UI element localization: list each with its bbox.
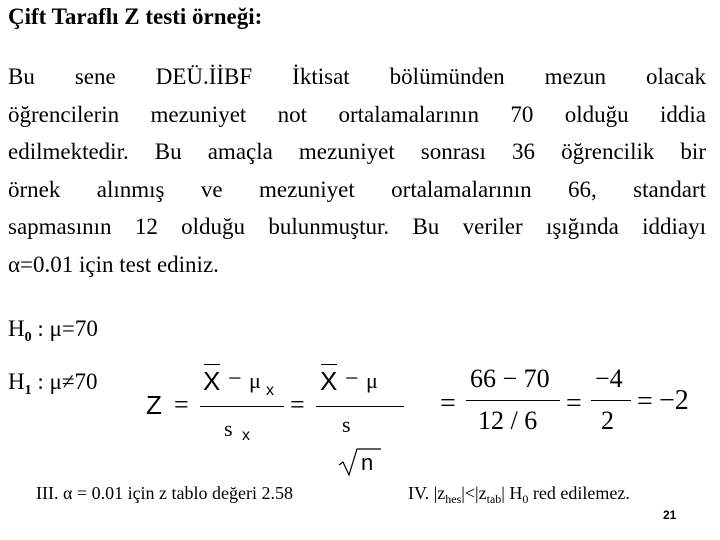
- fraction-bar: [466, 400, 560, 401]
- paragraph-line: sapmasının 12 olduğu bulunmuştur. Bu veriler ışığında iddiayı: [8, 214, 706, 239]
- null-hypothesis: [8, 316, 98, 346]
- step-four-text: [408, 483, 630, 507]
- formula-numerator-1: 66 − 70: [470, 364, 550, 393]
- formula-z: Z: [146, 390, 162, 420]
- formula-s: s: [342, 412, 351, 437]
- step-three-text: III. α = 0.01 için z tablo değeri 2.58: [36, 483, 294, 503]
- formula-s-subscript: x: [242, 427, 250, 444]
- h0-subscript: 0: [24, 330, 32, 345]
- formula-equals: =: [440, 388, 456, 419]
- formula-mu: μ: [249, 368, 261, 393]
- xbar-overline: [204, 364, 220, 365]
- h1-subscript: 1: [24, 383, 32, 398]
- paragraph-line: Bu sene DEÜ.İİBF İktisat bölümünden mezun olacak: [8, 64, 706, 89]
- formula-s: s: [224, 416, 233, 441]
- formula-minus: −: [345, 366, 359, 392]
- step4-part: |<|z: [461, 483, 487, 503]
- formula-equals: =: [566, 388, 582, 419]
- h1-label: H: [8, 369, 25, 394]
- page-number: 21: [663, 508, 677, 522]
- slide-title: Çift Taraflı Z testi örneği:: [8, 4, 263, 29]
- fraction-bar: [316, 406, 404, 407]
- formula-denominator-1: 12 / 6: [478, 406, 538, 435]
- paragraph-line: örnek alınmış ve mezuniyet ortalamalarının 66, standart: [8, 176, 706, 202]
- fraction-bar: [591, 400, 631, 401]
- h0-statement: : μ=70: [31, 316, 98, 341]
- step4-part: red edilemez.: [528, 483, 630, 503]
- formula-equals: =: [174, 390, 189, 419]
- xbar-overline: [321, 364, 337, 365]
- formula-n: n: [361, 450, 374, 475]
- paragraph-line: α=0.01 için test ediniz.: [8, 251, 219, 277]
- step4-part: | H: [501, 483, 523, 503]
- formula-mu: μ: [366, 368, 378, 393]
- h0-label: H: [8, 316, 25, 341]
- paragraph-line: öğrencilerin mezuniyet not ortalamalarının 70 olduğu iddia: [8, 101, 706, 127]
- formula-equals: =: [637, 386, 653, 417]
- sqrt-icon: [338, 448, 382, 478]
- paragraph-line: edilmektedir. Bu amaçla mezuniyet sonrası 36 öğrencilik bir: [8, 139, 706, 164]
- fraction-bar: [200, 406, 284, 407]
- problem-paragraph: [8, 58, 706, 283]
- step4-subscript: tab: [486, 492, 502, 506]
- alternative-hypothesis: [8, 369, 97, 399]
- formula-numerator-2: −4: [595, 364, 623, 393]
- formula-equals: =: [290, 390, 305, 419]
- formula-minus: −: [228, 366, 242, 392]
- formula-result: −2: [659, 385, 689, 416]
- formula-xbar: X: [203, 366, 221, 396]
- step4-part: IV. |z: [408, 483, 446, 503]
- formula-mu-subscript: x: [266, 382, 274, 399]
- formula-denominator-2: 2: [601, 406, 614, 435]
- h1-statement: : μ≠70: [31, 369, 98, 394]
- step4-subscript: hes: [445, 492, 462, 506]
- step4-subscript: 0: [522, 492, 529, 506]
- formula-xbar: X: [320, 366, 338, 396]
